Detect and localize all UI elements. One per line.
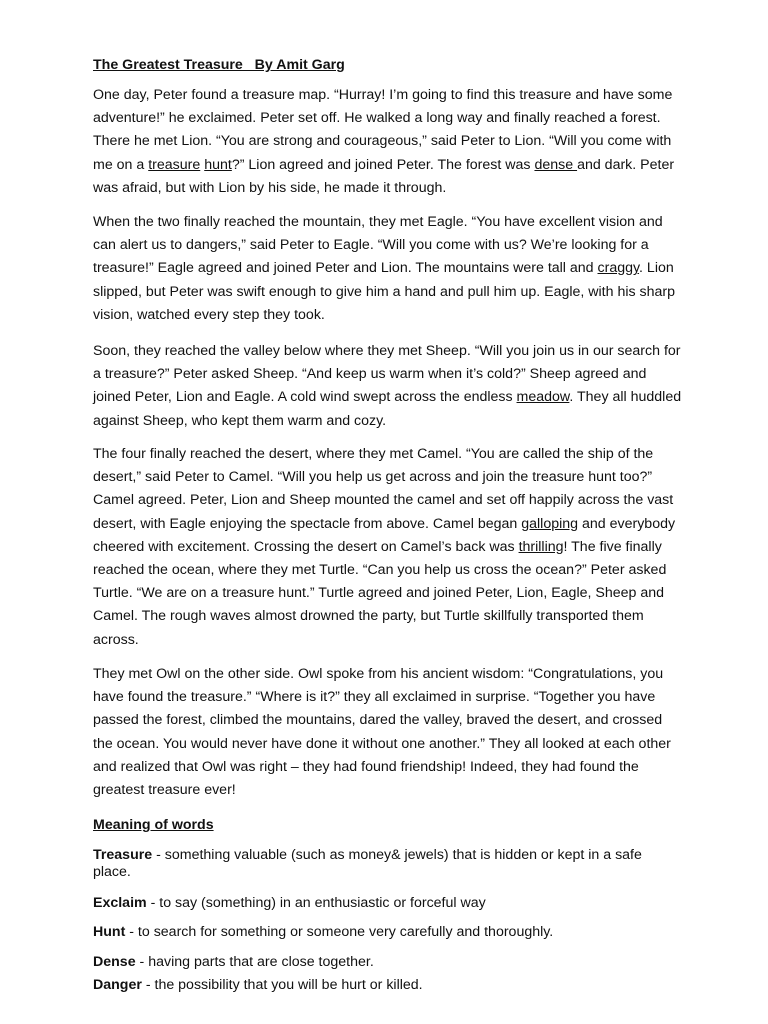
vocab-word: meadow — [516, 389, 570, 406]
vocab-word: treasure — [148, 156, 201, 173]
vocab-word: hunt — [204, 156, 232, 173]
definition-treasure — [93, 847, 683, 881]
story-paragraph-3 — [93, 340, 683, 433]
vocab-word: craggy — [597, 260, 640, 277]
definition-meaning: - to search for something or someone very carefully and thoroughly. — [125, 924, 554, 940]
paragraph-text: One day, Peter found a treasure map. “Hurray! I’m going to find this treasure and have some adventure!” he exclaimed. Peter set off. He walked a long way and finally reached a forest. There he met Lion. “You are strong and courageous,” said Peter to Lion. “Will you come with me on a — [93, 87, 673, 173]
story-paragraph-5 — [93, 663, 683, 802]
paragraph-text: When the two finally reached the mountain, they met Eagle. “You have excellent vision and can alert us to dangers,” said Peter to Eagle. “Will you come with us? We’re looking for a treasure!” Eagle agreed and joined Peter and Lion. The mountains were tall and — [93, 214, 663, 277]
vocab-word: dense — [534, 156, 578, 173]
paragraph-text: ! The five finally reached the ocean, where they met Turtle. “Can you help us cross the ocean?” Peter asked Turtle. “We are on a treasure hunt.” Turtle agreed and joined Peter, Lion, Eagle, Sheep and Camel. The rough waves almost drowned the party, but Turtle skillfully transported them across. — [93, 538, 667, 648]
story-paragraph-1 — [93, 84, 683, 200]
definition-meaning: - to say (something) in an enthusiastic or forceful way — [146, 895, 486, 911]
definition-meaning: - something valuable (such as money& jewels) that is hidden or kept in a safe place. — [93, 847, 642, 880]
definition-meaning: - having parts that are close together. — [135, 954, 374, 970]
paragraph-text: Soon, they reached the valley below where they met Sheep. “Will you join us in our search for a treasure?” Peter asked Sheep. “And keep us warm when it’s cold?” Sheep agreed and joined Peter, Lion and Eagle. A cold wind swept across the endless — [93, 343, 681, 406]
definition-word: Exclaim — [93, 895, 147, 911]
paragraph-text: The four finally reached the desert, where they met Camel. “You are called the ship of the desert,” said Peter to Camel. “Will you help us get across and join the treasure hunt too?” Camel agreed. Peter, Lion and Sheep mounted the camel and set off happily across the vast desert, with Eagle enjoying the spectacle from above. Camel began — [93, 446, 674, 532]
paragraph-text: They met Owl on the other side. Owl spoke from his ancient wisdom: “Congratulations, you have found the treasure.” “Where is it?” they all exclaimed in surprise. “Together you have passed the forest, climbed the mountains, dared the valley, braved the desert, and crossed the ocean. You would never have done it without one another.” They all looked at each other and realized that Owl was right – they had found friendship! Indeed, they had found the greatest treasure ever! — [93, 666, 671, 799]
document-title: The Greatest Treasure By Amit Garg — [93, 57, 345, 73]
definition-danger — [93, 977, 683, 994]
vocab-word: thrilling — [518, 538, 564, 555]
story-paragraph-2 — [93, 211, 683, 327]
vocab-word: galloping — [521, 515, 579, 532]
definition-hunt — [93, 924, 683, 941]
paragraph-text: and everybody cheered with excitement. Crossing the desert on Camel’s back was — [93, 515, 676, 555]
story-paragraph-4 — [93, 443, 683, 652]
definition-word: Danger — [93, 977, 142, 993]
paragraph-text: and dark. Peter was afraid, but with Lion by his side, he made it through. — [93, 156, 675, 196]
paragraph-text: . They all huddled against Sheep, who kept them warm and cozy. — [93, 389, 682, 429]
definition-exclaim — [93, 895, 683, 912]
definition-dense — [93, 954, 683, 971]
definition-word: Treasure — [93, 847, 153, 863]
meaning-of-words-heading: Meaning of words — [93, 817, 214, 833]
definition-word: Dense — [93, 954, 136, 970]
definition-meaning: - the possibility that you will be hurt or killed. — [141, 977, 423, 993]
definition-word: Hunt — [93, 924, 126, 940]
paragraph-text: . Lion slipped, but Peter was swift enough to give him a hand and pull him up. Eagle, with his sharp vision, watched every step they took. — [93, 260, 676, 323]
paragraph-text: ?” Lion agreed and joined Peter. The forest was — [231, 156, 535, 173]
